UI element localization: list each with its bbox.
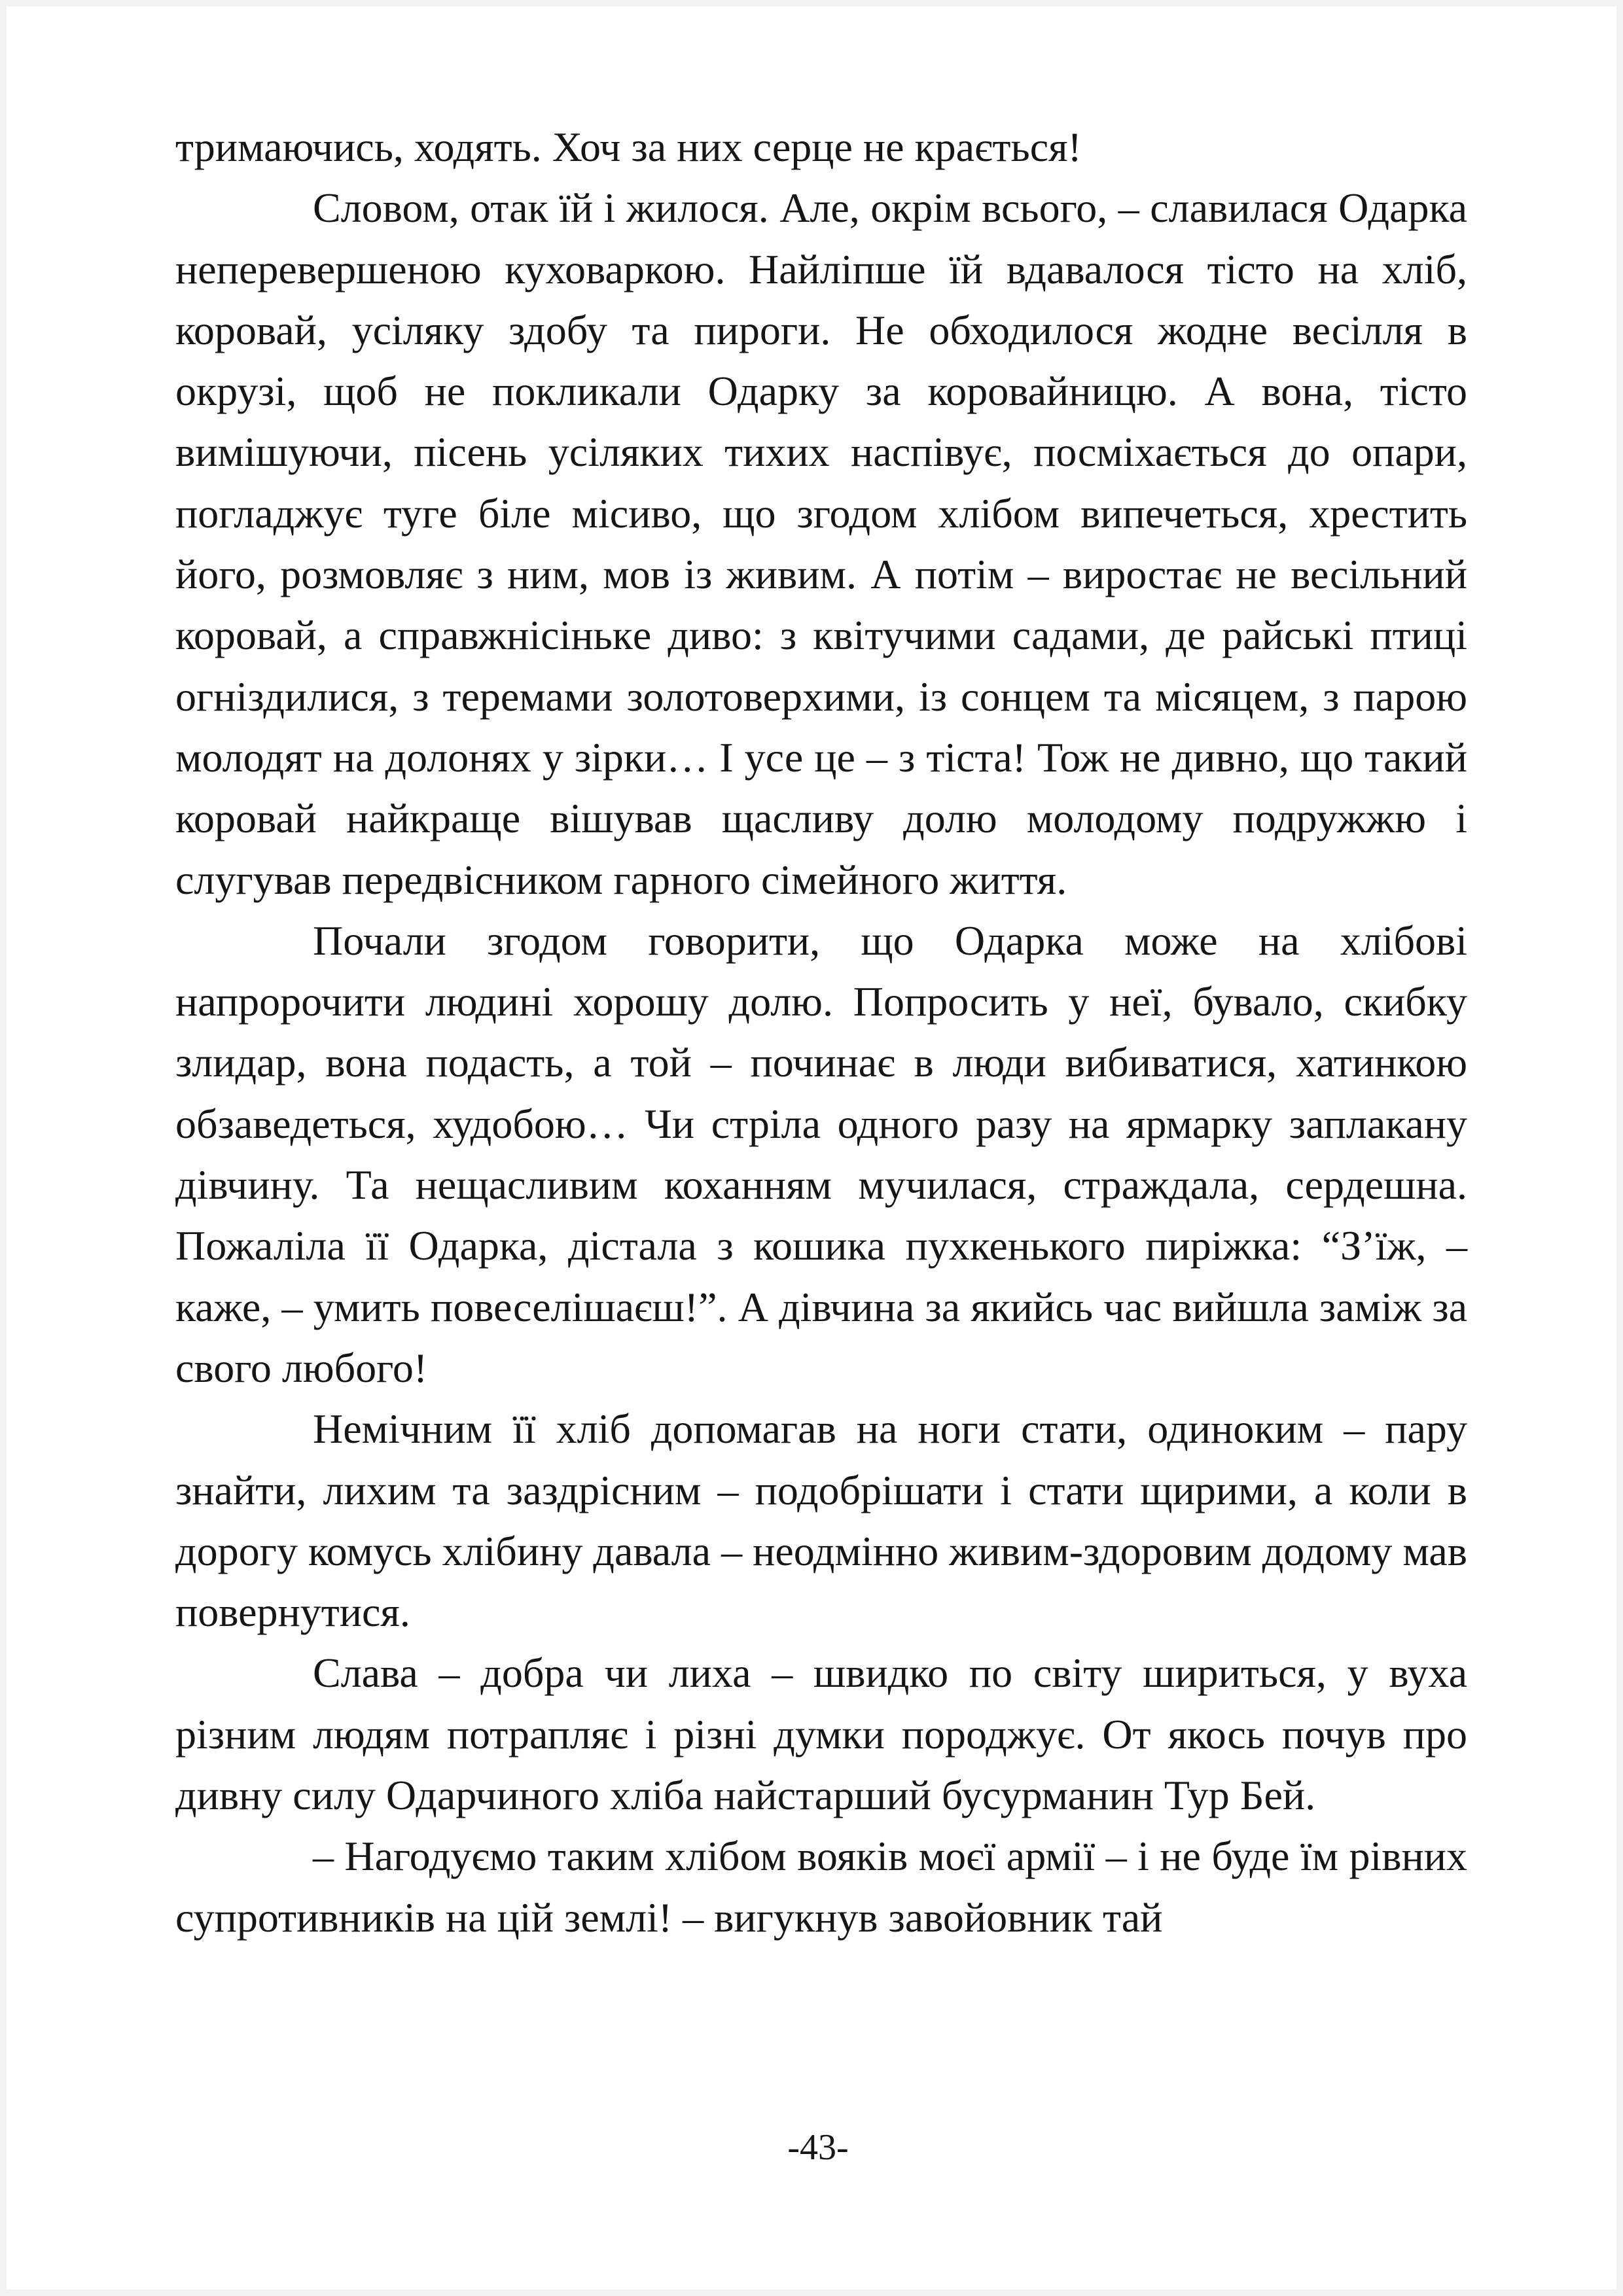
paragraph: Слава – добра чи лиха – швидко по світу шириться, у вуха різним людям потрапляє і різні думки породжує. От якось почув про дивну силу Одарчиного хліба найстарший бусурманин Тур Бей.	[175, 1650, 1467, 1819]
paragraph: Почали згодом говорити, що Одарка може на хлібові напророчити людині хорошу долю. Попросить у неї, бувало, скибку злидар, вона подасть, а той – починає в люди вибиватися, хатинкою обзаведеться, худобою… Чи стріла одного разу на ярмарку заплакану дівчину. Та нещасливим коханням мучилася, страждала, сердешна. Пожаліла її Одарка, дістала з кошика пухкенького пиріжка: “З’їж, – каже, – умить повеселішаєш!”. А дівчина за якийсь час вийшла заміж за свого любого!	[175, 917, 1467, 1391]
paragraph: Немічним її хліб допомагав на ноги стати, одиноким – пару знайти, лихим та заздрісним – подобрішати і стати щирими, а коли в дорогу комусь хлібину давала – неодмінно живим-здоровим додому мав повернутися.	[175, 1405, 1467, 1636]
body-text	[175, 116, 1467, 1948]
paragraph: тримаючись, ходять. Хоч за них серце не крається!	[175, 124, 1082, 170]
paragraph: – Нагодуємо таким хлібом вояків моєї армії – і не буде їм рівних супротивників на цій землі! – вигукнув завойовник тай	[175, 1833, 1467, 1941]
paragraph: Словом, отак їй і жилося. Але, окрім всього, – славилася Одарка неперевершеною куховаркою. Найліпше їй вдавалося тісто на хліб, коровай, усіляку здобу та пироги. Не обходилося жодне весілля в окрузі, щоб не покликали Одарку за коровайницю. А вона, тісто вимішуючи, пісень усіляких тихих наспівує, посміхається до опари, погладжує туге біле місиво, що згодом хлібом випечеться, хрестить його, розмовляє з ним, мов із живим. А потім – виростає не весільний коровай, а справжнісінькe диво: з квітучими садами, де райські птиці огніздилися, з теремами золотоверхими, із сонцем та місяцем, з парою молодят на долонях у зірки… І усе це – з тіста! Тож не дивно, що такий коровай найкраще вішував щасливу долю молодому подружжю і слугував передвісником гарного сімейного життя.	[175, 185, 1467, 903]
page-number: -43-	[787, 2127, 849, 2168]
